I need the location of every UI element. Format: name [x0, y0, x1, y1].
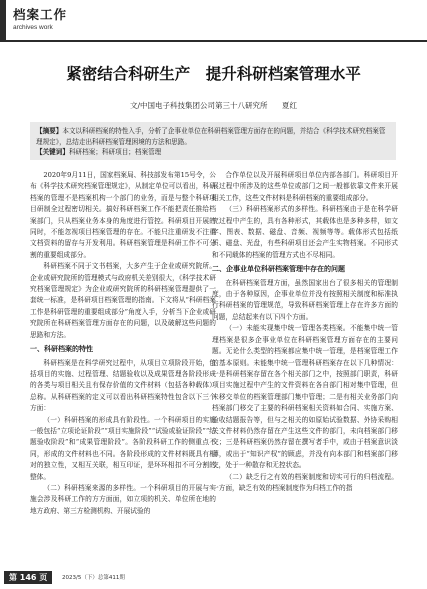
section-subtitle: archives work [13, 24, 53, 31]
paragraph: （三）科研档案形式的多样性。科研档案由于是在科学研究过程中产生的，具有各种形式，其载体也是多种多样，如文字、图表、数据、磁盘、音频、视频等等。载体形式包括纸质、磁盘、光盘，有些科研项目还会产生实物档案。不同形式和不同载体的档案的管理方式也不尽相同。 [212, 205, 398, 259]
paragraph: （二）科研档案来源的多样性。一个科研项目的开展与实施会涉及科研工作的方方面面，如立项的机关、单位所在地的地方政府、第三方检测机构、开展试验的 [30, 483, 216, 515]
paragraph: （一）科研档案的形成具有阶段性。一个科研项目的实施一般包括“立项论证阶段”“项目实施阶段”“试验或验证阶段”“结题验收阶段”和“成果管理阶段”。各阶段科研工作的侧重点不同，形成的文件材料也不同。各阶段形成的文件材料既具有相对的独立性，又相互关联，相互印证，是环环相扣不可分割的整体。 [30, 415, 216, 481]
abstract [36, 126, 390, 147]
paragraph: （二）缺乏行之有效的档案制度和切实可行的归档流程。一方面，缺乏有效的档案制度作为归档工作的指 [212, 472, 398, 492]
paragraph: 在科研档案管理方面，虽然国家出台了很多相关的管理制度，由于各种原因，企事业单位并没有按照相关制度和标准执行科研档案的管理规范，导致科研档案管理上存在许多方面的问题，总结起来有以下四个方面。 [212, 278, 398, 321]
paragraph: 2020年9月11日，国家档案局、科技部发布第15号令，公布《科学技术研究档案管理规定》，从制定单位可以看出，科研档案的管理不是档案机构一个部门的业务，而是与整个科研项目研制全过程密切相关。搞好科研档案工作不能把责任推给档案部门，只从档案业务本身的角度进行管控。科研项目开展的同时，不能忽视项目档案管理的存在。不能只注重研发不注重文档资料的留存与开发利用。科研档案管理是科研工作不可分割的重要组成部分。 [30, 171, 216, 259]
author-name: 夏红 [281, 101, 297, 110]
page-number: 第 146 页 [4, 571, 52, 584]
article-byline [0, 100, 427, 111]
paragraph: （一）未能实现集中统一管理各类档案。不能集中统一管理档案是很多企事业单位在科研档案管理方面存在的主要问题。无论什么类型的档案都应集中统一管理，是档案管理工作的基本原则。未能集中统一管理科研档案存在以下几种情况：一是科研档案存留在各个相关部门之中，按照部门职责，科研项目实施过程中产生的文件资料在各自部门相对集中管理，但未移交单位的档案管理部门集中管理；二是有相关业务部门向档案部门移交了主要的科研档案相关资料如合同、实施方案、验收结题报告等，但与之相关的如原始试验数据、外协采购相关文件材料仍然存留在产生这些文件的部门，未向档案部门移交；三是科研档案仍然存留在撰写者手中，或由于档案意识淡薄，或出于“知识产权”的顾虑，并没有向本部门和档案部门移交，处于一种散存和无控状态。 [212, 324, 398, 470]
header-divider [0, 40, 427, 42]
section-heading: 二、企事业单位科研档案管理中存在的问题 [212, 265, 345, 274]
paragraph: 科研档案不同于文书档案，大多产生于企业或研究院所。企业或研究院所的管理模式与政府机关差别很大，《科学技术研究档案管理规定》为企业或研究院所的科研档案管理提供了一套统一标准，是科研项目档案管理的指南。下文将从“科研档案工作是科研管理的重要组成部分”角度入手，分析当下企业或研究院所在科研档案管理方面存在的问题，以及破解这些问题的思路和方法。 [30, 262, 216, 339]
section-heading: 一、科研档案的特性 [30, 345, 93, 354]
abstract-label: 【摘要】 [36, 127, 63, 135]
issue-info: 2023/5（下）总第411期 [62, 575, 125, 581]
article-title: 紧密结合科研生产 提升科研档案管理水平 [66, 64, 361, 83]
right-column [212, 170, 398, 494]
paragraph: 合作单位以及开展科研项目单位内部各部门。科研项目开展过程中所涉及的这些单位或部门之间一般都依靠文件来开展相关工作，这些文件材料是科研档案的重要组成部分。 [212, 171, 398, 202]
header-accent-bar [0, 0, 6, 42]
section-header [0, 0, 427, 42]
section-title: 档案工作 [13, 7, 68, 22]
abstract-text: 本文以科研档案的特性入手，分析了企事业单位在科研档案管理方面存在的问题，并结合《科学技术研究档案管理规定》，总结走出科研档案管理困境的方法和思路。 [36, 127, 386, 146]
keywords-text: 科研档案；科研项目；档案管理 [68, 148, 162, 156]
keywords [36, 147, 390, 158]
page-footer [0, 568, 427, 589]
abstract-box [30, 122, 396, 160]
keywords-label: 【关键词】 [36, 148, 69, 156]
paragraph: 科研档案是在科学研究过程中，从项目立项阶段开始，包括项目的实施、过程管理、结题验收以及成果管理各阶段形成的各类与项目相关且有保存价值的文件材料（包括各种载体）总称。从科研档案的定义可以看出科研档案特性包含以下三个方面： [30, 358, 216, 413]
author-organization: 文/中国电子科技集团公司第三十八研究所 [130, 101, 268, 110]
left-column [30, 170, 216, 517]
